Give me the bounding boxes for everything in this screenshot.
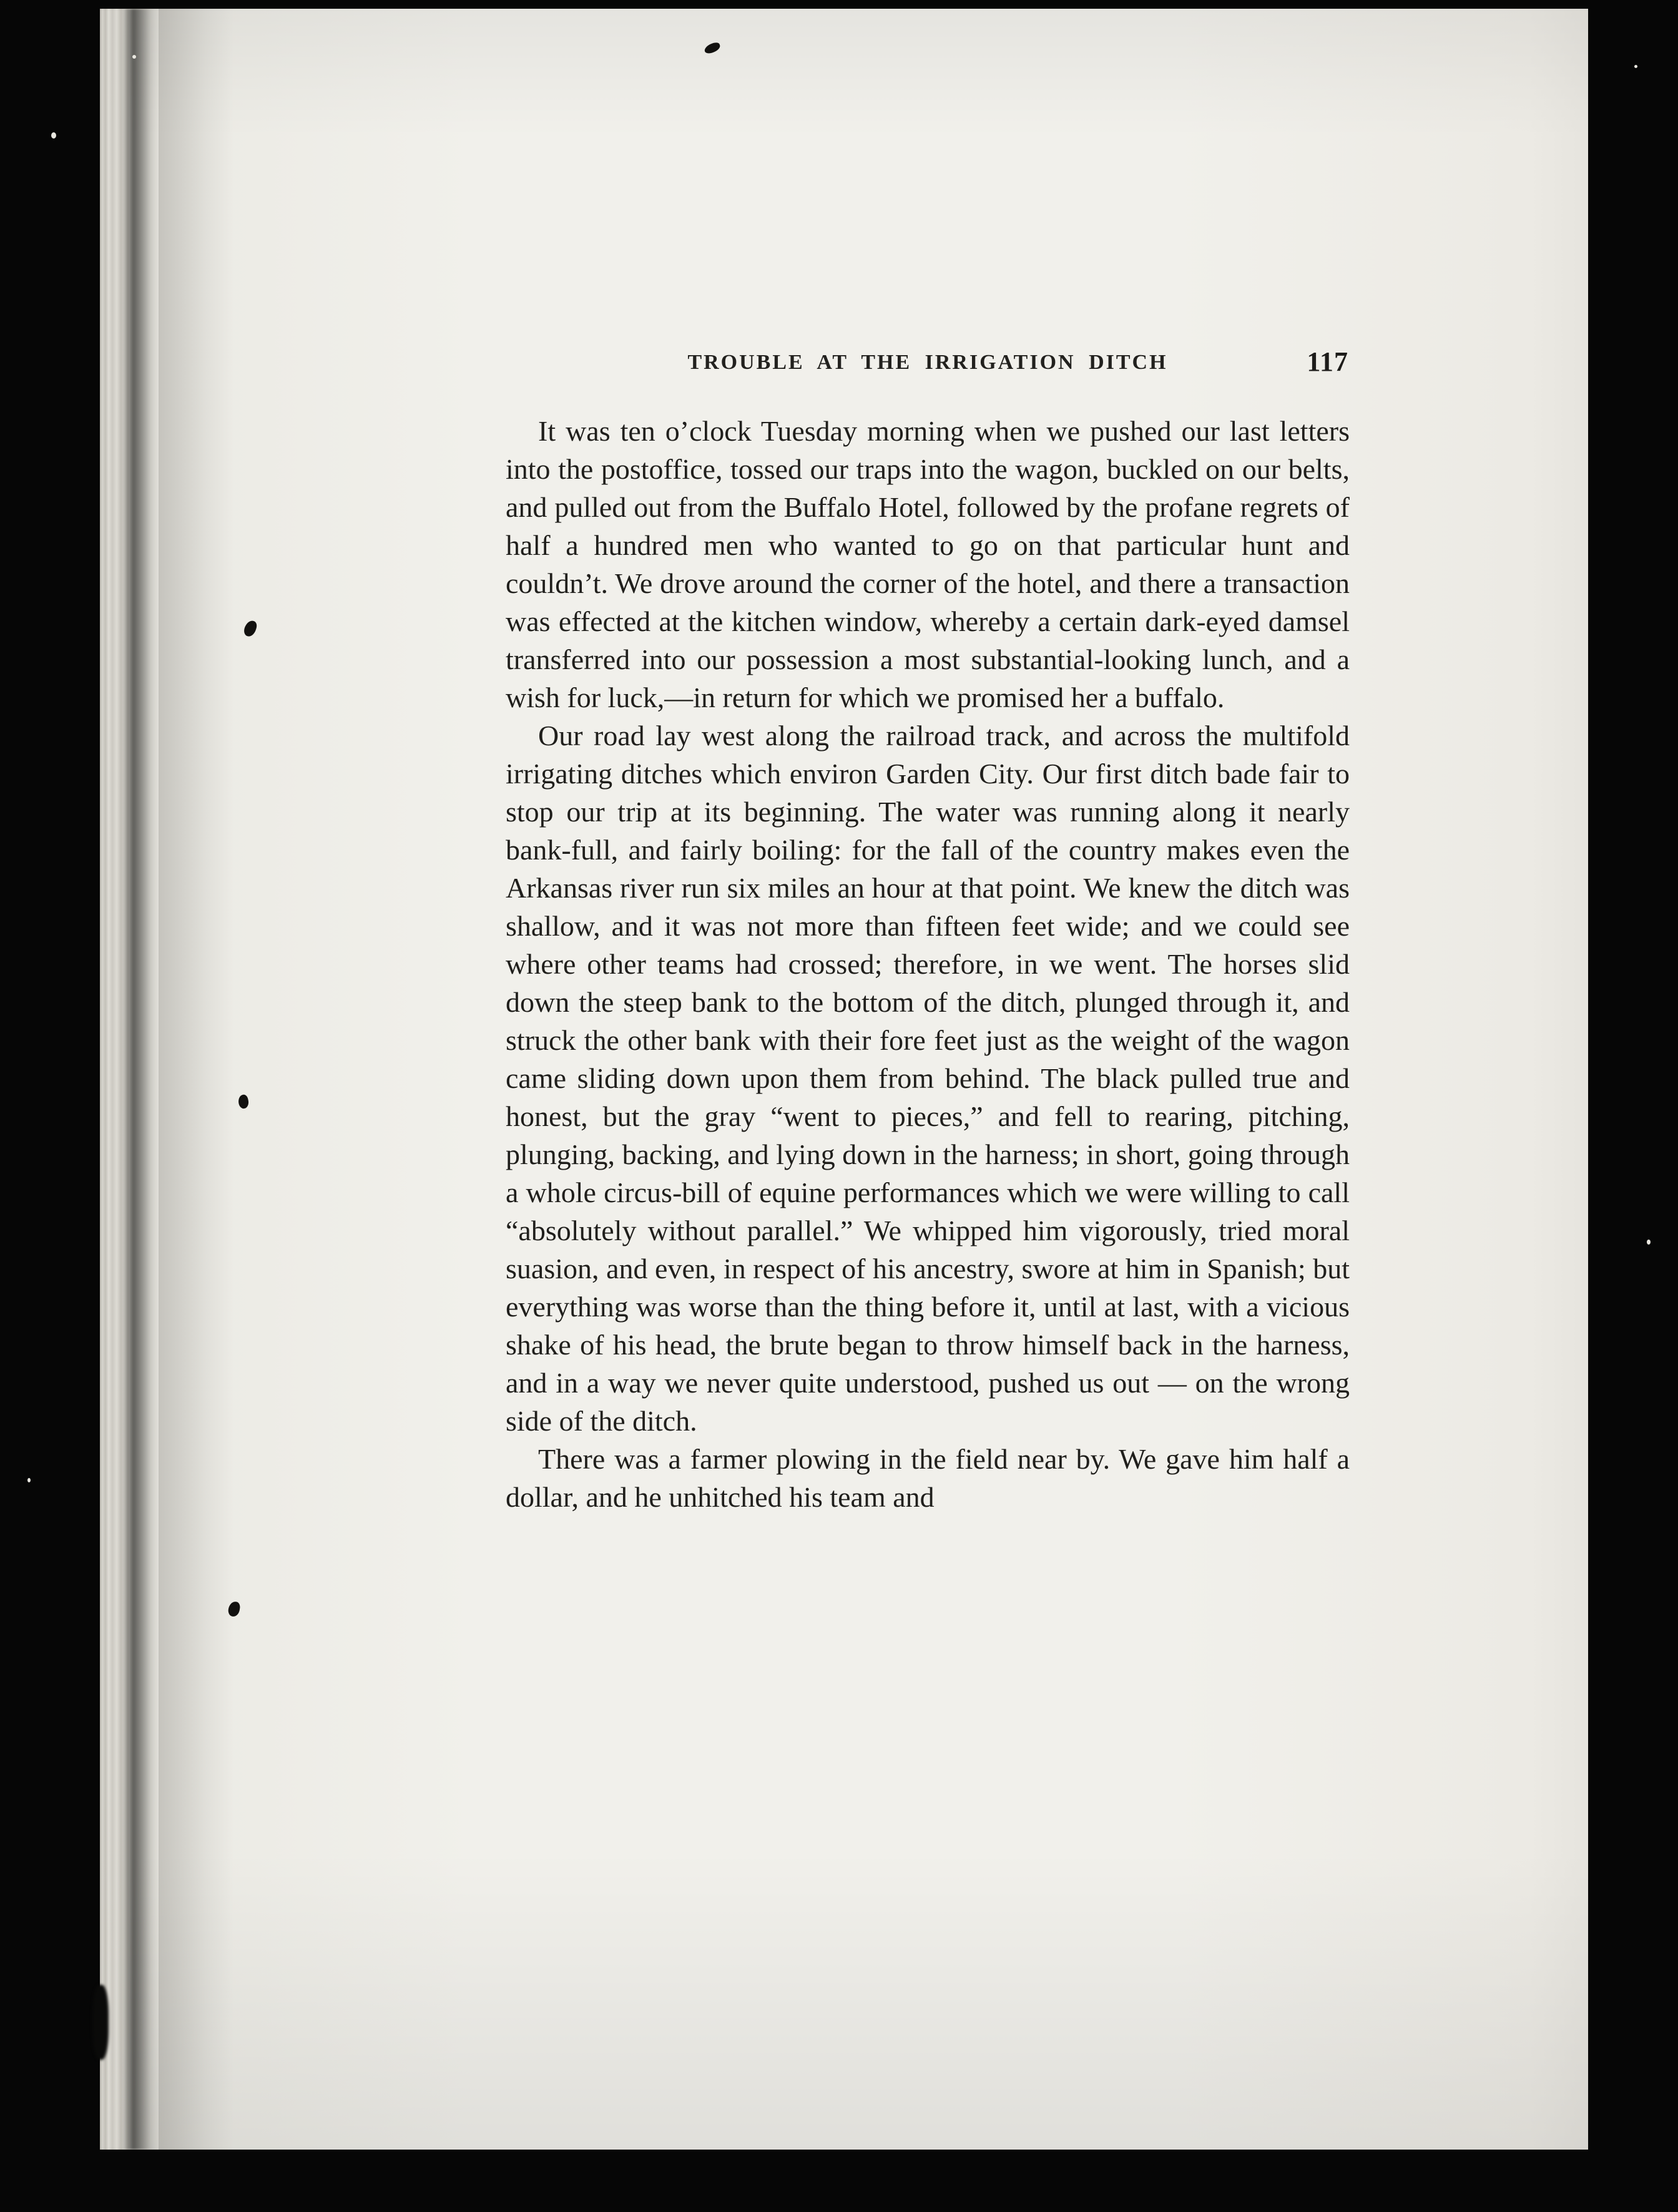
- running-head: [506, 346, 1350, 383]
- paragraph: Our road lay west along the railroad track, and across the multifold irrigating ditches which environ Garden City. Our first ditch bade fair to stop our trip at its beginning. The water was running along it nearly bank-full, and fairly boiling: for the fall of the country makes even the Arkansas river run six miles an hour at that point. We knew the ditch was shallow, and it was not more than fifteen feet wide; and we could see where other teams had crossed; therefore, in we went. The horses slid down the steep bank to the bottom of the ditch, plunged through it, and struck the other bank with their fore feet just as the weight of the wagon came sliding down upon them from behind. The black pulled true and honest, but the gray “went to pieces,” and fell to rearing, pitching, plunging, backing, and lying down in the harness; in short, going through a whole circus-bill of equine performances which we were willing to call “absolutely without parallel.” We whipped him vigorously, tried moral suasion, and even, in respect of his ancestry, swore at him in Spanish; but everything was worse than the thing before it, until at last, with a vicious shake of his head, the brute began to throw himself back in the harness, and in a way we never quite understood, pushed us out — on the wrong side of the ditch.: [506, 720, 1350, 1437]
- gutter-fade-shadow: [159, 9, 233, 2150]
- book-gutter-shadow: [124, 9, 159, 2150]
- printed-content: [506, 346, 1350, 1516]
- book-page: [100, 9, 1588, 2150]
- scan-speck: [51, 132, 56, 139]
- page-body-text: [506, 412, 1350, 1516]
- scan-speck: [1647, 1240, 1651, 1245]
- paragraph: There was a farmer plowing in the field near by. We gave him half a dollar, and he unhitched his team and: [506, 1443, 1350, 1513]
- paragraph: It was ten o’clock Tuesday morning when we pushed our last letters into the postoffice, tossed our traps into the wagon, buckled on our belts, and pulled out from the Buffalo Hotel, followed by the profane regrets of half a hundred men who wanted to go on that particular hunt and couldn’t. We drove around the corner of the hotel, and there a transaction was effected at the kitchen window, whereby a certain dark-eyed damsel transferred into our possession a most substantial-looking lunch, and a wish for luck,—in return for which we promised her a buffalo.: [506, 415, 1350, 713]
- page-number: 117: [1307, 346, 1348, 377]
- scan-speck: [27, 1478, 31, 1482]
- scan-smudge: [92, 1985, 109, 2060]
- scan-speck: [132, 55, 136, 59]
- scan-speck: [1634, 65, 1637, 68]
- running-header-title: TROUBLE AT THE IRRIGATION DITCH: [687, 351, 1168, 374]
